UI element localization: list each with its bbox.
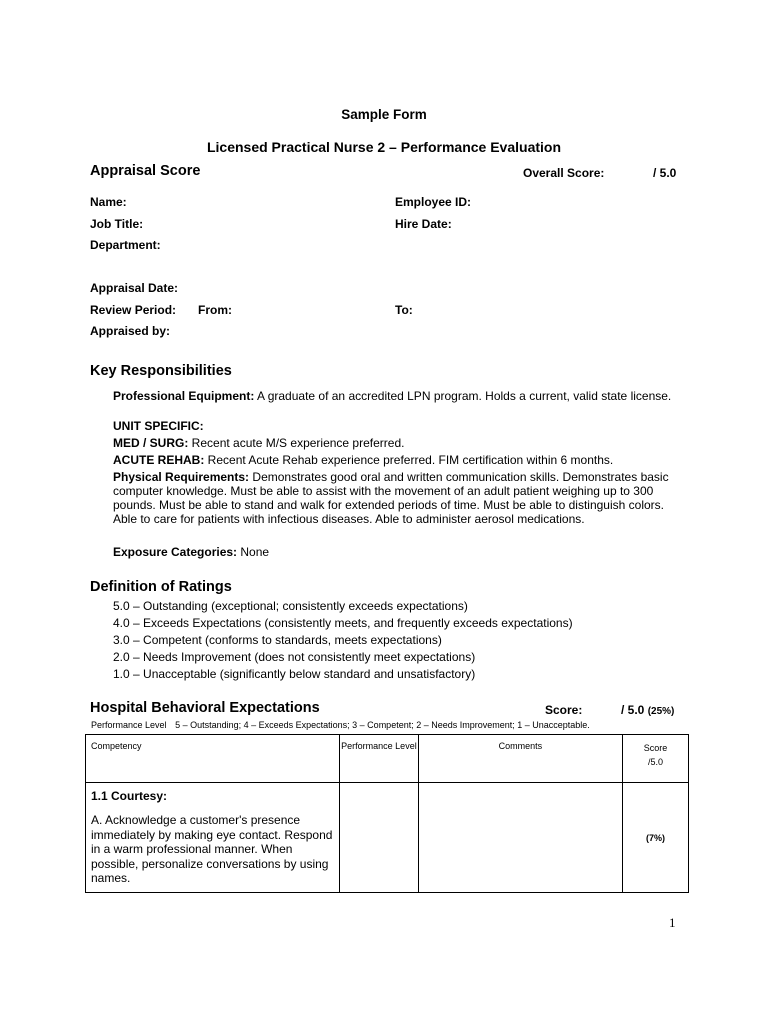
score-header [623, 735, 689, 783]
acute-rehab-label: ACUTE REHAB: [113, 453, 205, 467]
acute-rehab-text: Recent Acute Rehab experience preferred. FIM certification within 6 months. [204, 453, 614, 467]
professional-equipment-paragraph [113, 389, 673, 403]
behavioral-score-value-group [621, 703, 674, 717]
rating-item: 4.0 – Exceeds Expectations (consistently meets, and frequently exceeds expectations) [113, 616, 573, 630]
score-header-sub: /5.0 [648, 757, 664, 767]
performance-level-label: Performance Level [91, 720, 167, 730]
med-surg-text: Recent acute M/S experience preferred. [188, 436, 405, 450]
professional-equipment-label: Professional Equipment: [113, 389, 255, 403]
performance-level-text: 5 – Outstanding; 4 – Exceeds Expectations; 3 – Competent; 2 – Needs Improvement; 1 – Unacceptable. [175, 720, 590, 730]
department-label: Department: [90, 238, 161, 252]
job-title-label: Job Title: [90, 217, 144, 231]
employee-id-label: Employee ID: [395, 195, 472, 209]
document-title: Licensed Practical Nurse 2 – Performance Evaluation [206, 139, 562, 155]
med-surg-label: MED / SURG: [113, 436, 189, 450]
rating-item: 1.0 – Unacceptable (significantly below standard and unsatisfactory) [113, 667, 476, 681]
score-header-label: Score [643, 743, 668, 753]
exposure-categories-paragraph [113, 545, 673, 559]
physical-requirements-label: Physical Requirements: [113, 470, 250, 484]
physical-requirements-paragraph [113, 470, 673, 526]
performance-level-cell[interactable] [340, 783, 418, 893]
hire-date-label: Hire Date: [395, 217, 452, 231]
competency-header: Competency [86, 735, 340, 783]
med-surg-paragraph [113, 436, 673, 450]
rating-item: 3.0 – Competent (conforms to standards, meets expectations) [113, 633, 442, 647]
from-label: From: [198, 303, 232, 317]
to-label: To: [395, 303, 413, 317]
page-number: 1 [669, 915, 676, 930]
appraised-by-label: Appraised by: [90, 324, 171, 338]
comments-header: Comments [418, 735, 623, 783]
appraisal-date-label: Appraisal Date: [90, 281, 179, 295]
acute-rehab-paragraph [113, 453, 673, 467]
appraisal-score-heading: Appraisal Score [90, 163, 201, 179]
score-cell: (7%) [623, 783, 689, 893]
table-row [86, 783, 689, 893]
key-responsibilities-heading: Key Responsibilities [90, 363, 232, 379]
performance-level-header: Performance Level [340, 735, 418, 783]
behavioral-score-weight: (25%) [647, 706, 675, 717]
behavioral-expectations-heading: Hospital Behavioral Expectations [90, 700, 320, 716]
competency-cell [86, 783, 340, 893]
professional-equipment-text: A graduate of an accredited LPN program. Holds a current, valid state license. [254, 389, 672, 403]
review-period-label: Review Period: [90, 303, 177, 317]
behavioral-score-label: Score: [545, 703, 583, 717]
exposure-categories-text: None [237, 545, 270, 559]
rating-item: 2.0 – Needs Improvement (does not consistently meet expectations) [113, 650, 476, 664]
behavioral-score-value: / 5.0 [621, 703, 645, 717]
competency-table [85, 734, 689, 893]
physical-requirements-text: Demonstrates good oral and written communication skills. Demonstrates basic computer knowledge. Must be able to assist with the movement of an adult patient weighing up to 300 pounds. Must be able to stand and walk for extended periods of time. Must be able to distinguish colors. Able to care for patients with infectious diseases. Able to administer aerosol medications. [113, 470, 669, 526]
competency-description: A. Acknowledge a customer's presence immediately by making eye contact. Respond in a warm professional manner. When possible, personalize conversations by using names. [91, 813, 333, 885]
name-label: Name: [90, 195, 127, 209]
form-title: Sample Form [341, 107, 427, 122]
table-header-row [86, 735, 689, 783]
rating-item: 5.0 – Outstanding (exceptional; consistently exceeds expectations) [113, 599, 468, 613]
overall-score-value: / 5.0 [653, 166, 677, 180]
definition-of-ratings-heading: Definition of Ratings [90, 579, 232, 595]
unit-specific-label: UNIT SPECIFIC: [113, 419, 204, 433]
performance-level-legend [91, 720, 590, 730]
exposure-categories-label: Exposure Categories: [113, 545, 238, 559]
overall-score-label: Overall Score: [523, 166, 605, 180]
comments-cell[interactable] [418, 783, 623, 893]
competency-title: 1.1 Courtesy: [91, 789, 168, 803]
